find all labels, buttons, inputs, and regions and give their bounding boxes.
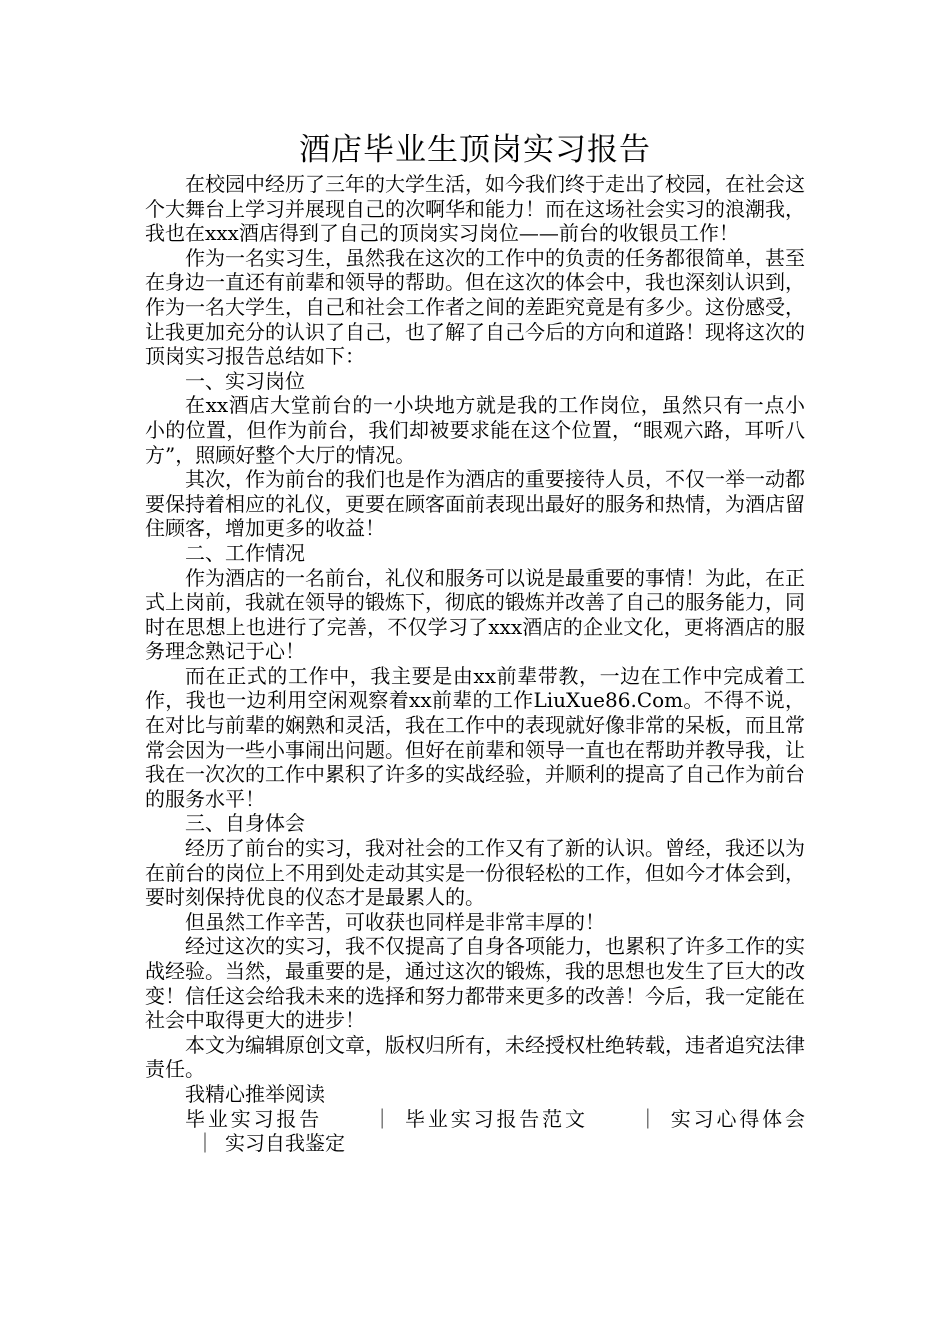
section-heading: 一、实习岗位 xyxy=(185,368,305,393)
document-title: 酒店毕业生顶岗实习报告 xyxy=(299,132,651,168)
section-heading: 三、自身体会 xyxy=(185,811,305,836)
paragraph: 在校园中经历了三年的大学生活，如今我们终于走出了校园，在社会这个大舞台上学习并展现自己的次啊华和能力！而在这场社会实习的浪潮我，我也在xxx酒店得到了自己的顶岗实习岗位——前台的收银员工作！ xyxy=(145,172,805,246)
recommended-links xyxy=(145,1107,805,1156)
paragraph: 经历了前台的实习，我对社会的工作又有了新的认识。曾经，我还以为在前台的岗位上不用到处走动其实是一份很轻松的工作，但如今才体会到，要时刻保持优良的仪态才是最累人的。 xyxy=(145,836,805,910)
paragraph: 而在正式的工作中，我主要是由xx前辈带教，一边在工作中完成着工作，我也一边利用空闲观察着xx前辈的工作LiuXue86.Com。不得不说，在对比与前辈的娴熟和灵活，我在工作中的表现就好像非常的呆板，而且常常会因为一些小事闹出问题。但好在前辈和领导一直也在帮助并教导我，让我在一次次的工作中累积了许多的实战经验，并顺利的提高了自己作为前台的服务水平！ xyxy=(145,663,805,811)
link-separator: ｜ xyxy=(372,1106,393,1131)
link-separator: ｜ xyxy=(195,1131,215,1156)
paragraph: 但虽然工作辛苦，可收获也同样是非常丰厚的！ xyxy=(185,909,605,934)
recommended-link[interactable]: 毕业实习报告范文 xyxy=(402,1106,588,1131)
paragraph: 在xx酒店大堂前台的一小块地方就是我的工作岗位，虽然只有一点小小的位置，但作为前台，我们却被要求能在这个位置，“眼观六路，耳听八方”，照顾好整个大厅的情况。 xyxy=(145,393,805,467)
recommended-link[interactable]: 毕业实习报告 xyxy=(185,1106,323,1131)
paragraph: 经过这次的实习，我不仅提高了自身各项能力，也累积了许多工作的实战经验。当然，最重要的是，通过这次的锻炼，我的思想也发生了巨大的改变！信任这会给我未来的选择和努力都带来更多的改善！今后，我一定能在社会中取得更大的进步！ xyxy=(145,934,805,1033)
link-separator: ｜ xyxy=(637,1106,658,1131)
document-page xyxy=(145,128,805,1156)
recommended-link[interactable]: 实习心得体会 xyxy=(667,1106,806,1131)
document-body xyxy=(145,172,805,1107)
paragraph: 本文为编辑原创文章，版权归所有，未经授权杜绝转载，违者追究法律责任。 xyxy=(145,1032,805,1082)
paragraph: 作为一名实习生，虽然我在这次的工作中的负责的任务都很简单，甚至在身边一直还有前辈和领导的帮助。但在这次的体会中，我也深刻认识到，作为一名大学生，自己和社会工作者之间的差距究竟是有多少。这份感受，让我更加充分的认识了自己，也了解了自己今后的方向和道路！现将这次的顶岗实习报告总结如下： xyxy=(145,245,805,369)
section-heading: 二、工作情况 xyxy=(185,540,305,565)
recommended-link[interactable]: 实习自我鉴定 xyxy=(225,1131,345,1156)
section-heading: 我精心推举阅读 xyxy=(185,1081,325,1106)
paragraph: 其次，作为前台的我们也是作为酒店的重要接待人员，不仅一举一动都要保持着相应的礼仪，更要在顾客面前表现出最好的服务和热情，为酒店留住顾客，增加更多的收益！ xyxy=(145,467,805,541)
paragraph: 作为酒店的一名前台，礼仪和服务可以说是最重要的事情！为此，在正式上岗前，我就在领导的锻炼下，彻底的锻炼并改善了自己的服务能力，同时在思想上也进行了完善，不仅学习了xxx酒店的企业文化，更将酒店的服务理念熟记于心！ xyxy=(145,565,805,664)
